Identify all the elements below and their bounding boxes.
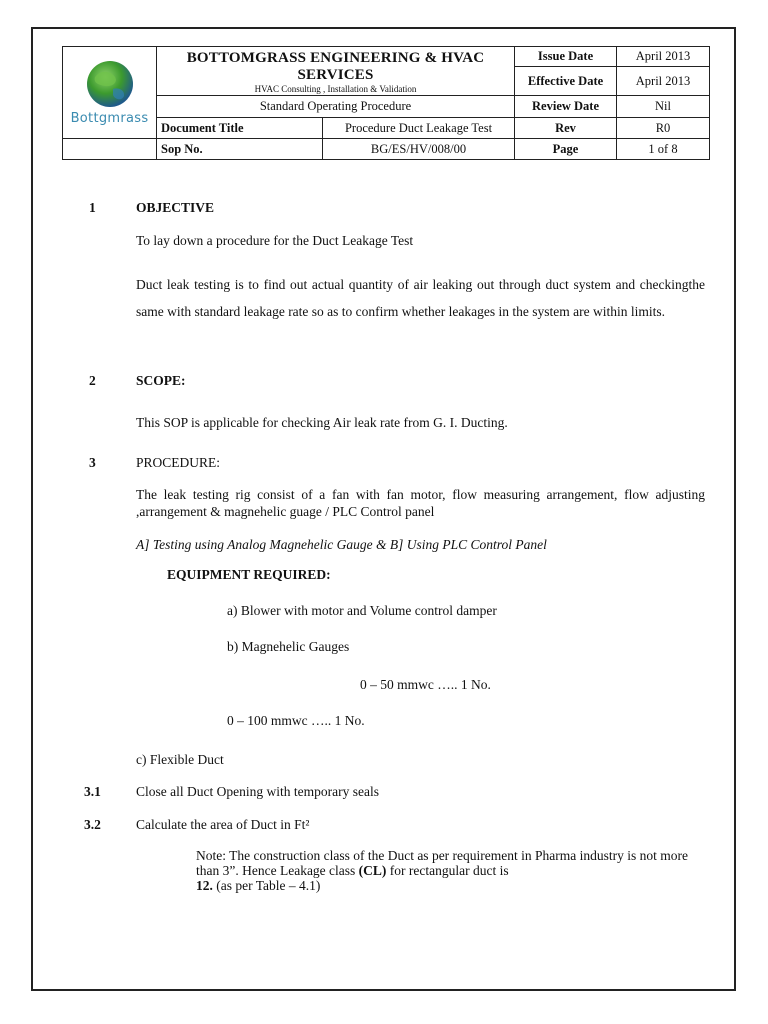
step-3-1-number: 3.1 bbox=[84, 784, 101, 799]
section-1-number: 1 bbox=[89, 200, 96, 215]
review-date-value: Nil bbox=[617, 96, 710, 118]
note-text-2: for rectangular duct is bbox=[386, 863, 509, 878]
section-3-paragraph-2: A] Testing using Analog Magnehelic Gauge & B] Using PLC Control Panel bbox=[136, 537, 547, 552]
page-number-value: 1 of 8 bbox=[617, 139, 710, 160]
document-title-value: Procedure Duct Leakage Test bbox=[323, 118, 515, 139]
logo-text: Bottgmrass bbox=[70, 111, 149, 126]
page-label: Page bbox=[515, 139, 617, 160]
section-1-paragraph-1: To lay down a procedure for the Duct Leakage Test bbox=[136, 233, 414, 248]
document-title-label: Document Title bbox=[157, 118, 323, 139]
issue-date-value: April 2013 bbox=[617, 47, 710, 67]
company-name-cell bbox=[157, 47, 515, 96]
rev-label: Rev bbox=[515, 118, 617, 139]
section-2-title: SCOPE: bbox=[136, 373, 186, 388]
section-2-number: 2 bbox=[89, 373, 96, 388]
company-logo bbox=[63, 47, 157, 139]
sop-title: Standard Operating Procedure bbox=[157, 96, 515, 118]
leakage-class-symbol: (CL) bbox=[358, 863, 387, 878]
equipment-item-b: b) Magnehelic Gauges bbox=[227, 639, 350, 654]
sop-no-value: BG/ES/HV/008/00 bbox=[323, 139, 515, 160]
company-name: BOTTOMGRASS ENGINEERING & HVAC SERVICES bbox=[186, 50, 485, 83]
section-1-paragraph-2: Duct leak testing is to find out actual quantity of air leaking out through duct system and checkingthe same with standard leakage rate so as to confirm whether leakages in the system are within limits. bbox=[136, 277, 705, 319]
section-1-title: OBJECTIVE bbox=[136, 200, 215, 215]
section-3-title: PROCEDURE: bbox=[136, 455, 221, 470]
equipment-item-b-range-1: 0 – 50 mmwc ….. 1 No. bbox=[360, 677, 491, 692]
rev-value: R0 bbox=[617, 118, 710, 139]
construction-class-note bbox=[196, 848, 706, 893]
step-3-1-text: Close all Duct Opening with temporary seals bbox=[136, 784, 379, 799]
note-text-1: Note: The construction class of the Duct as per requirement in Pharma industry is not more than 3”. Hence Leakage class bbox=[196, 848, 689, 878]
document-header-table bbox=[62, 46, 710, 160]
section-3-number: 3 bbox=[89, 455, 96, 470]
section-2-paragraph: This SOP is applicable for checking Air leak rate from G. I. Ducting. bbox=[136, 415, 508, 430]
effective-date-value: April 2013 bbox=[617, 67, 710, 96]
leakage-class-value: 12. bbox=[196, 878, 213, 893]
equipment-item-a: a) Blower with motor and Volume control damper bbox=[227, 603, 497, 618]
equipment-item-b-range-2: 0 – 100 mmwc ….. 1 No. bbox=[227, 713, 365, 728]
note-text-3: (as per Table – 4.1) bbox=[212, 878, 321, 893]
effective-date-label: Effective Date bbox=[515, 67, 617, 96]
equipment-item-c: c) Flexible Duct bbox=[136, 752, 224, 767]
sop-no-label: Sop No. bbox=[157, 139, 323, 160]
issue-date-label: Issue Date bbox=[515, 47, 617, 67]
step-3-2-number: 3.2 bbox=[84, 817, 101, 832]
section-3-paragraph-1: The leak testing rig consist of a fan with fan motor, flow measuring arrangement, flow adjusting ,arrangement & magnehelic guage / PLC Control panel bbox=[136, 487, 705, 519]
company-subtitle: HVAC Consulting , Installation & Validation bbox=[254, 84, 417, 94]
logo-bottom-cell bbox=[63, 139, 157, 160]
step-3-2-text: Calculate the area of Duct in Ft² bbox=[136, 817, 310, 832]
review-date-label: Review Date bbox=[515, 96, 617, 118]
equipment-required-title: EQUIPMENT REQUIRED: bbox=[167, 567, 331, 582]
globe-icon bbox=[85, 59, 135, 109]
